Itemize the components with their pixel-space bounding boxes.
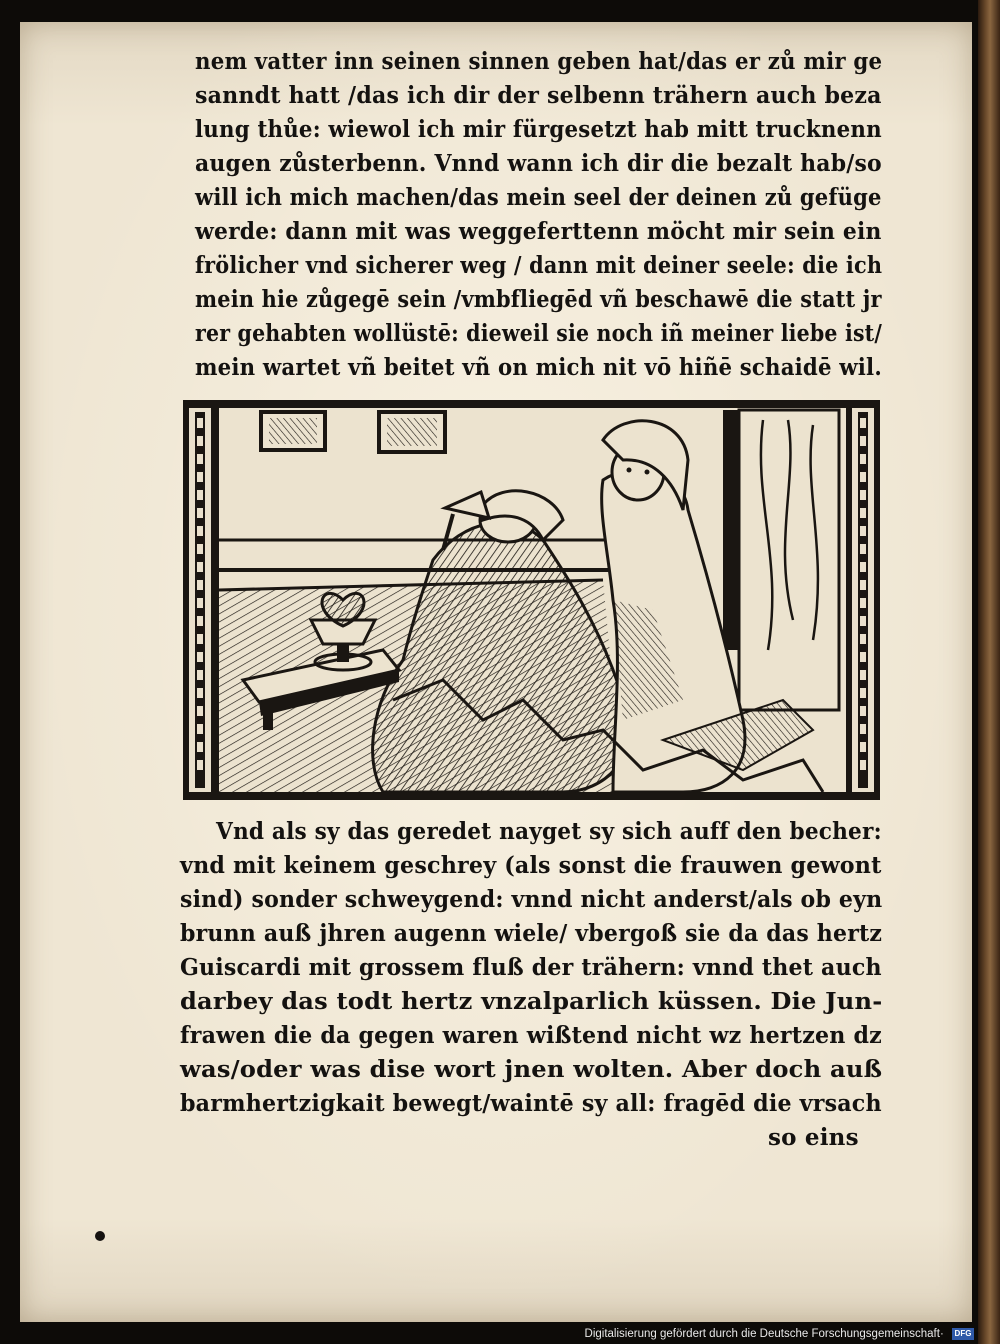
text-line: barmhertzigkait bewegt/waintē sy all: fragēd die vrsach bbox=[180, 1090, 882, 1117]
text-line: Vnd als sy das geredet nayget sy sich auff den becher: bbox=[216, 818, 882, 845]
woodcut-illustration bbox=[183, 400, 880, 800]
catchword: so eins bbox=[768, 1124, 859, 1151]
text-line: sind) sonder schweygend: vnnd nicht anderst/als ob eyn bbox=[180, 886, 883, 913]
text-line: mein hie zůgegē sein /vmbfliegēd vñ beschawē die statt jr bbox=[195, 286, 882, 313]
text-line: darbey das todt hertz vnzalparlich küssen. Die Jun- bbox=[180, 988, 883, 1015]
text-line: frölicher vnd sicherer weg / dann mit deiner seele: die ich bbox=[195, 252, 883, 279]
dfg-logo: DFG bbox=[952, 1328, 974, 1340]
text-line: augen zůsterbenn. Vnnd wann ich dir die bezalt hab/so bbox=[195, 150, 882, 177]
text-line: werde: dann mit was weggeferttenn möcht mir sein ein bbox=[195, 218, 882, 245]
book-binding-edge bbox=[978, 0, 1000, 1344]
footer-credit-text: Digitalisierung gefördert durch die Deutsche Forschungsgemeinschaft bbox=[584, 1328, 940, 1340]
text-line: lung thůe: wiewol ich mir fürgesetzt hab mitt trucknenn bbox=[195, 116, 882, 143]
book-page bbox=[20, 22, 972, 1322]
text-line: brunn auß jhren augenn wiele/ vbergoß sie da das hertz bbox=[180, 920, 883, 947]
text-line: vnd mit keinem geschrey (als sonst die frauwen gewont bbox=[180, 852, 882, 879]
text-line: sanndt hatt /das ich dir der selbenn trähern auch beza bbox=[195, 82, 882, 109]
text-line: rer gehabten wollüstē: dieweil sie noch iñ meiner liebe ist/ bbox=[195, 320, 883, 347]
text-line: frawen die da gegen waren wißtend nicht wz hertzen dz bbox=[180, 1022, 882, 1049]
text-line: Guiscardi mit grossem fluß der trähern: vnnd thet auch bbox=[180, 954, 882, 981]
text-line: nem vatter inn seinen sinnen geben hat/das er zů mir ge bbox=[195, 48, 883, 75]
text-line: will ich mich machen/das mein seel der deinen zů gefüge bbox=[195, 184, 882, 211]
text-line: was/oder was dise wort jnen wolten. Aber doch auß bbox=[180, 1056, 883, 1083]
footer-credit: Digitalisierung gefördert durch die Deutsche Forschungsgemeinschaft· DFG bbox=[0, 1324, 978, 1344]
ink-spot bbox=[95, 1231, 105, 1241]
text-line: mein wartet vñ beitet vñ on mich nit vō hiñē schaidē wil. bbox=[195, 354, 882, 381]
